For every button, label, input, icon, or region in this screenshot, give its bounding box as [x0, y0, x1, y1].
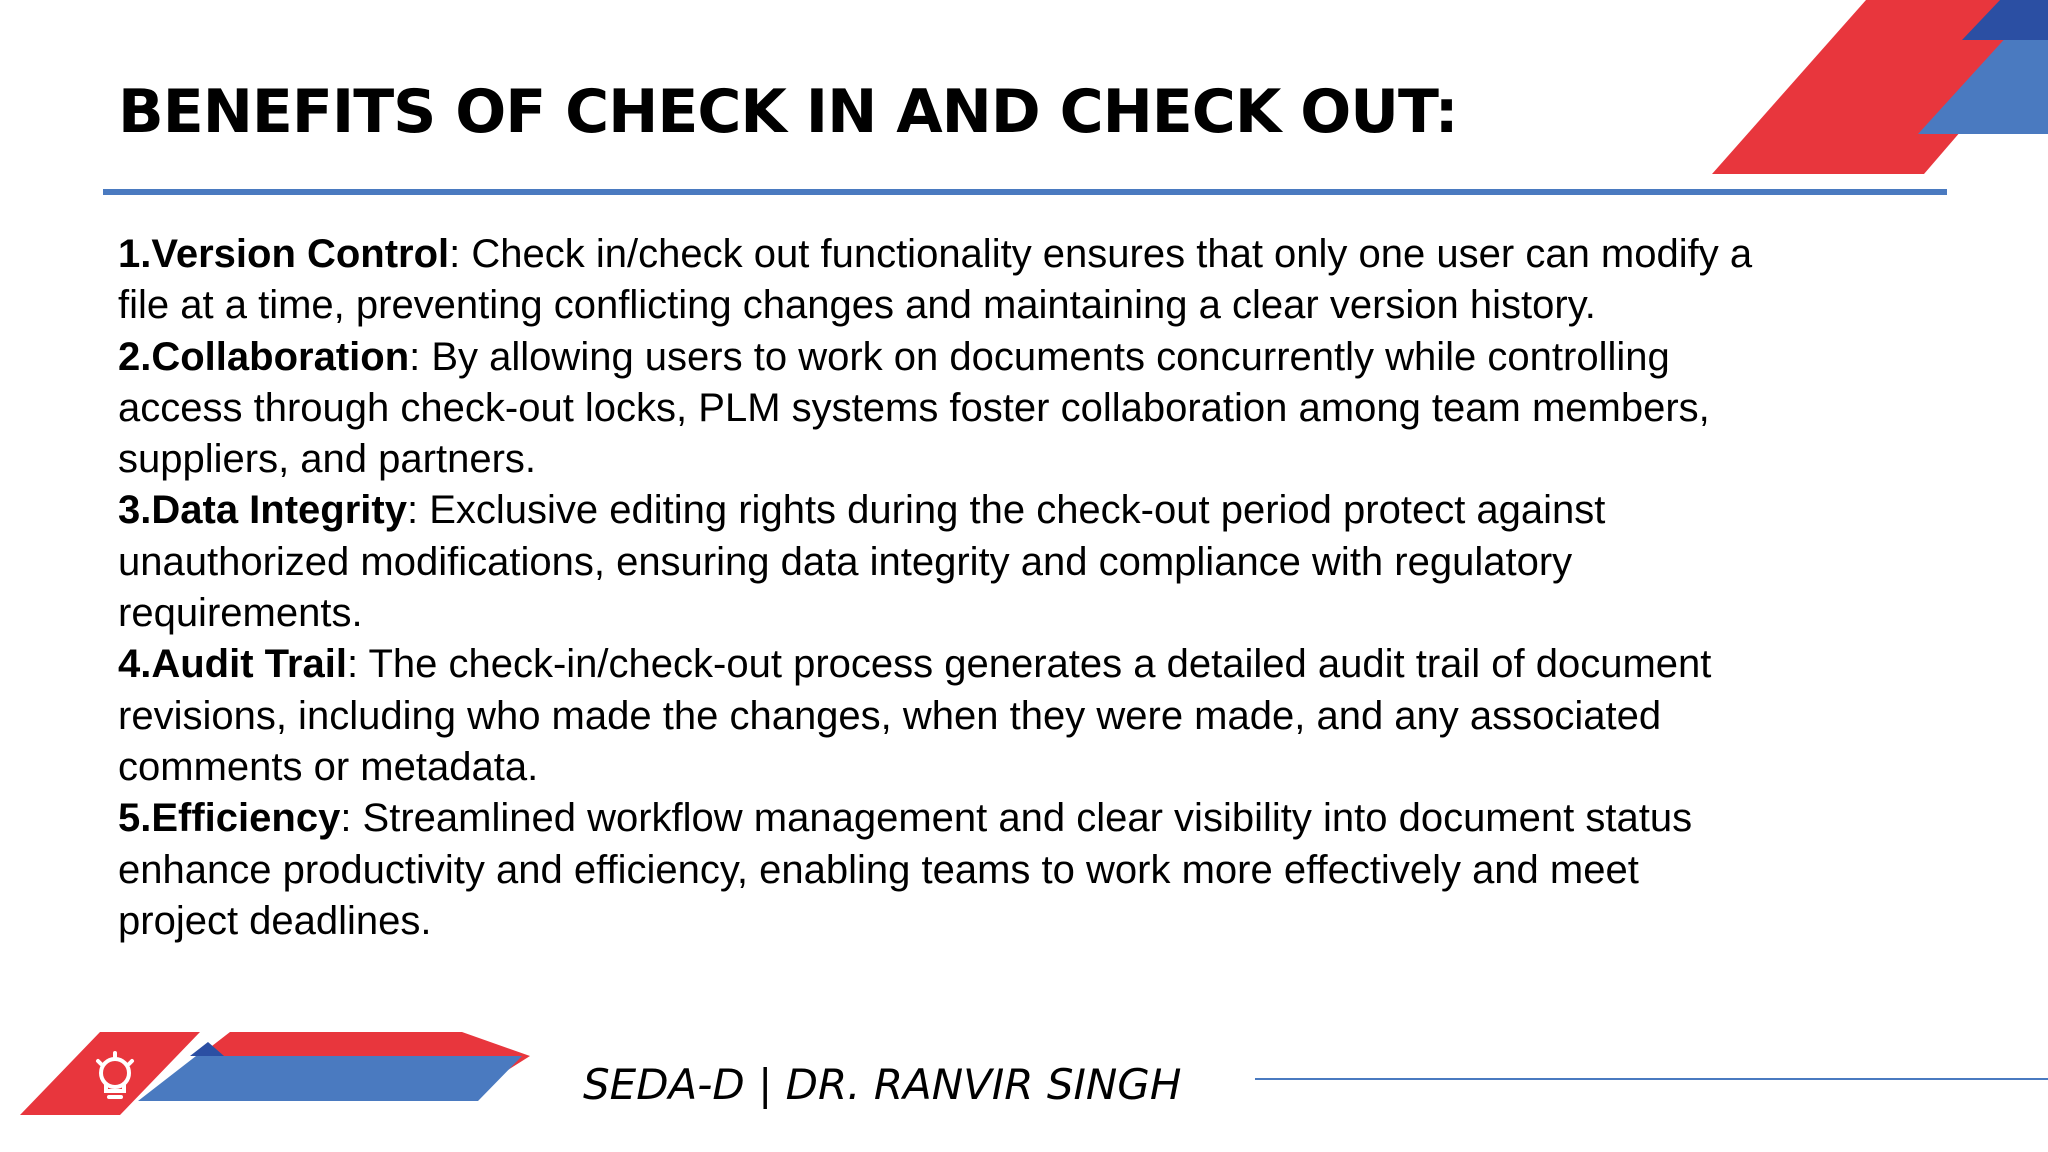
benefit-text: : By allowing users to work on documents concurrently while controlling access through check-out locks, PLM systems foster collaboration among team members, suppliers, and partners.: [118, 334, 1710, 482]
title-divider: [103, 189, 1947, 195]
benefits-list: [118, 229, 1758, 947]
benefit-data-integrity: [118, 485, 1758, 639]
benefit-text: : Exclusive editing rights during the check-out period protect against unauthorized modifications, ensuring data integrity and compliance with regulatory requirements.: [118, 488, 1606, 636]
footer-divider: [1255, 1078, 2048, 1080]
benefit-text: : The check-in/check-out process generates a detailed audit trail of document revisions, including who made the changes, when they were made, and any associated comments or metadata.: [118, 642, 1712, 789]
benefit-audit-trail: [118, 639, 1758, 793]
benefit-label: 3.Data Integrity: [118, 488, 407, 533]
footer-author: SEDA-D | DR. RANVIR SINGH: [583, 1060, 1182, 1109]
benefit-version-control: [118, 229, 1758, 332]
benefit-efficiency: [118, 793, 1758, 947]
footer-decoration: [0, 1020, 540, 1120]
benefit-collaboration: [118, 332, 1758, 486]
slide-title: BENEFITS OF CHECK IN AND CHECK OUT:: [118, 77, 1458, 147]
benefit-label: 2.Collaboration: [118, 334, 410, 379]
benefit-text: : Streamlined workflow management and clear visibility into document status enhance productivity and efficiency, enabling teams to work more effectively and meet project deadlines.: [118, 796, 1693, 943]
corner-decoration: [1588, 0, 2048, 180]
benefit-label: 1.Version Control: [118, 232, 450, 276]
benefit-label: 5.Efficiency: [118, 796, 341, 841]
benefit-text: : Check in/check out functionality ensures that only one user can modify a file at a time, preventing conflicting changes and maintaining a clear version history.: [118, 232, 1753, 328]
benefit-label: 4.Audit Trail: [118, 642, 347, 687]
